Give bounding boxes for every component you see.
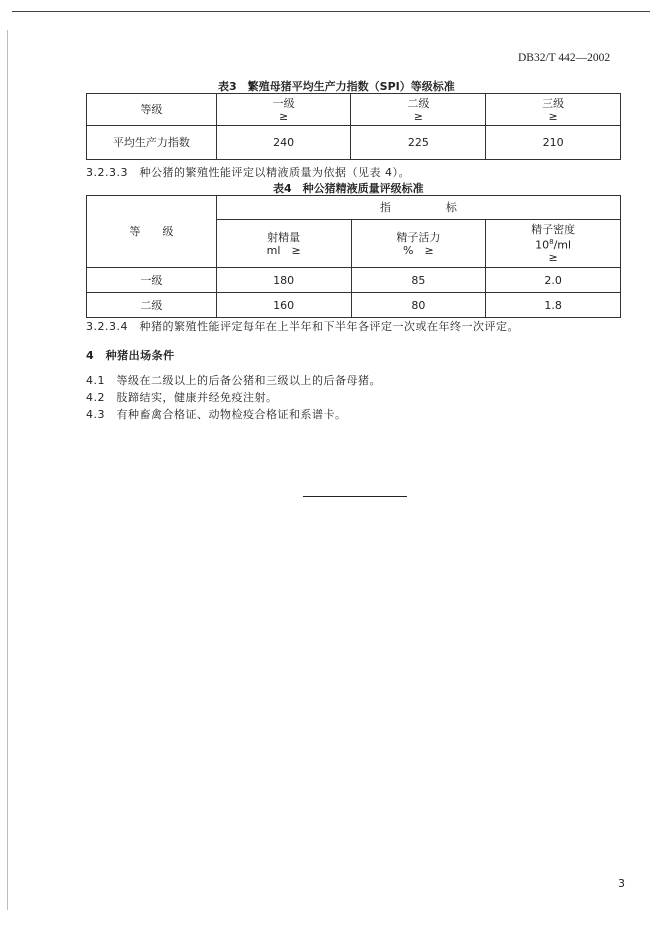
- section-item-4-1: 4.1 等级在二级以上的后备公猪和三级以上的后备母猪。: [86, 374, 381, 387]
- table4-cell: 2.0: [486, 268, 621, 293]
- column-symbol: ≥: [548, 251, 558, 265]
- scan-edge-line: [7, 30, 8, 910]
- table3-grade-1: [216, 94, 351, 126]
- table-row: [87, 94, 621, 126]
- table4-cell: 85: [351, 268, 486, 293]
- grade-name: 三级: [542, 96, 565, 110]
- table3-grade-3: [486, 94, 621, 126]
- grade-symbol: ≥: [413, 109, 423, 123]
- table4-header-indicator: 指 标: [216, 196, 620, 220]
- column-name: 精子活力: [396, 230, 441, 244]
- grade-symbol: ≥: [278, 109, 289, 123]
- table-row: [87, 293, 621, 318]
- table4-row-grade: 一级: [87, 268, 217, 293]
- table3-value: 225: [351, 126, 486, 160]
- grade-name: 二级: [407, 96, 430, 110]
- table4-cell: 80: [351, 293, 486, 318]
- table4-cell: 180: [216, 268, 351, 293]
- unit-tail: /ml: [553, 238, 572, 252]
- end-rule: [303, 496, 407, 497]
- table4-cell: 1.8: [486, 293, 621, 318]
- table3-row-label: 平均生产力指数: [87, 126, 217, 160]
- table3: [86, 93, 621, 160]
- unit-base: 10: [535, 238, 550, 252]
- table3-caption: 表3 繁殖母猪平均生产力指数（SPI）等级标准: [218, 80, 455, 93]
- column-unit: % ≥: [403, 243, 434, 257]
- table4-col-sperm-motility: [351, 220, 486, 268]
- grade-name: 一级: [272, 96, 295, 110]
- unit-exponent: 8: [549, 237, 554, 246]
- section-item-4-3: 4.3 有种畜禽合格证、动物检疫合格证和系谱卡。: [86, 408, 347, 421]
- column-unit: [486, 236, 620, 252]
- column-unit: ml ≥: [266, 243, 301, 257]
- table4-caption: 表4 种公猪精液质量评级标准: [273, 182, 424, 195]
- table4-header-grade: 等 级: [87, 196, 217, 268]
- table4-col-sperm-density: [486, 220, 621, 268]
- table4-cell: 160: [216, 293, 351, 318]
- table-row: [87, 268, 621, 293]
- paragraph-3-2-3-4: 3.2.3.4 种猪的繁殖性能评定每年在上半年和下半年各评定一次或在年终一次评定。: [86, 320, 519, 333]
- document-id: DB32/T 442—2002: [518, 52, 611, 64]
- table-row: [87, 196, 621, 220]
- table4: [86, 195, 621, 318]
- paragraph-3-2-3-3: 3.2.3.3 种公猪的繁殖性能评定以精液质量为依据（见表 4）。: [86, 166, 410, 179]
- grade-symbol: ≥: [548, 109, 558, 123]
- table4-col-semen-volume: [216, 220, 351, 268]
- table3-grade-2: [351, 94, 486, 126]
- section-item-4-2: 4.2 肢蹄结实，健康并经免疫注射。: [86, 391, 278, 404]
- column-name: 射精量: [267, 230, 301, 244]
- table3-header-grade: 等级: [87, 94, 217, 126]
- table3-value: 210: [486, 126, 621, 160]
- page-number: 3: [618, 877, 625, 890]
- column-name: 精子密度: [531, 222, 576, 236]
- header-rule: [12, 11, 650, 12]
- table-row: [87, 126, 621, 160]
- table4-row-grade: 二级: [87, 293, 217, 318]
- table3-value: 240: [216, 126, 351, 160]
- section-4-heading: 4 种猪出场条件: [86, 349, 175, 362]
